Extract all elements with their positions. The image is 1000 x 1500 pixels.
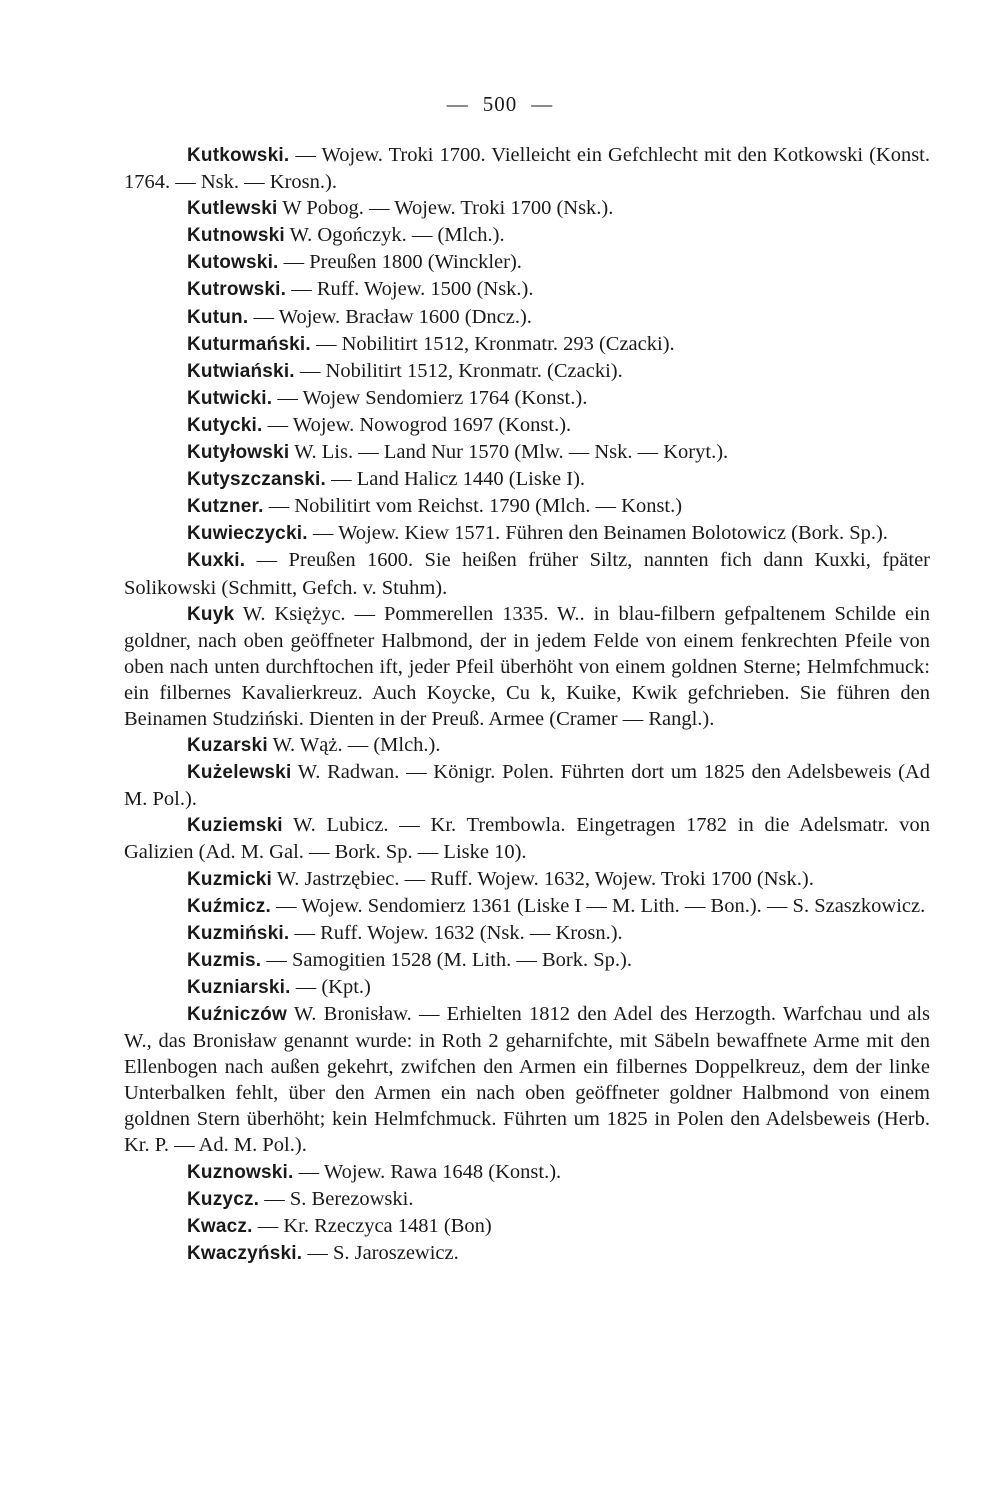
page-number [0,92,1000,117]
entry-text: — Land Halicz 1440 (Liske I). [326,468,586,491]
dictionary-entry [124,195,930,222]
entry-headword: Kwacz. [187,1215,253,1237]
dictionary-entry [124,866,930,893]
entry-headword: Kutwiański. [187,360,295,382]
entry-text: — Wojew. Rawa 1648 (Konst.). [293,1160,562,1183]
entry-text: — Wojew. Bracław 1600 (Dncz.). [248,305,532,328]
entry-headword: Kuzmiński. [187,922,290,944]
dictionary-entry [124,304,930,331]
dictionary-entry [124,385,930,412]
dictionary-entry [124,547,930,600]
dictionary-entry [124,276,930,303]
dictionary-entry [124,974,930,1001]
entry-text: W. Bronisław. — Erhielten 1812 den Adel des Herzogth. Warfchau und als W., das Bronisław genannt wurde: in Roth 2 geharnifchte, mit Säbeln bewaffnete Arme mit den Ellenbogen nach außen gekehrt, zwifchen den Armen ein filbernes Doppelkreuz, dem der linke Unterbalken fehlt, über den Armen ein nach oben geöffneter goldner Halbmond von einem goldnen Stern überhöht; kein Helmfchmuck. Führten um 1825 in Polen den Adelsbeweis (Herb. Kr. P. — Ad. M. Pol.). [124,1003,930,1157]
dictionary-entry [124,331,930,358]
entry-text: — S. Jaroszewicz. [302,1241,459,1264]
dictionary-entry [124,249,930,276]
entry-headword: Kuzniarski. [187,976,291,998]
entry-text: W Pobog. — Wojew. Troki 1700 (Nsk.). [277,197,614,220]
entry-headword: Kuzycz. [187,1188,260,1210]
entry-text: — Nobilitirt 1512, Kronmatr. (Czacki). [294,359,623,382]
entry-list [124,142,930,1267]
entry-headword: Kutycki. [187,414,263,436]
dictionary-entry [124,601,930,732]
dictionary-entry [124,439,930,466]
dictionary-entry [124,1213,930,1240]
entry-headword: Kuzmis. [187,949,262,971]
dictionary-entry [124,759,930,812]
entry-text: — Nobilitirt 1512, Kronmatr. 293 (Czacki). [310,332,675,355]
dictionary-entry [124,493,930,520]
entry-headword: Kuźniczów [187,1004,287,1025]
entry-text: W. Wąż. — (Mlch.). [267,734,441,757]
entry-text: — Ruff. Wojew. 1500 (Nsk.). [286,278,534,301]
dictionary-entry [124,466,930,493]
dictionary-entry [124,412,930,439]
entry-text: W. Lubicz. — Kr. Trembowla. Eingetragen 1782 in die Adelsmatr. von Galizien (Ad. M. Gal. — Bork. Sp. — Liske 10). [124,814,930,864]
entry-headword: Kuzmicki [187,868,273,890]
entry-text: — Samogitien 1528 (M. Lith. — Bork. Sp.). [261,948,632,971]
entry-headword: Kwaczyński. [187,1242,303,1264]
dictionary-entry [124,222,930,249]
dictionary-entry [124,142,930,195]
entry-headword: Kutwicki. [187,387,273,409]
entry-headword: Kuxki. [187,550,246,572]
entry-text: — Wojew Sendomierz 1764 (Konst.). [272,386,588,409]
entry-headword: Kutyszczanski. [187,469,327,491]
entry-headword: Kutkowski. [187,145,290,166]
entry-text: — S. Berezowski. [259,1187,414,1210]
entry-headword: Kużelewski [187,762,292,784]
dictionary-entry [124,520,930,547]
dictionary-entry [124,358,930,385]
entry-text: — Wojew. Kiew 1571. Führen den Beinamen Bolotowicz (Bork. Sp.). [307,522,888,545]
entry-text: W. Ogończyk. — (Mlch.). [284,224,505,247]
dictionary-entry [124,893,930,920]
entry-text: W. Księżyc. — Pommerellen 1335. W.. in blau-filbern gefpaltenem Schilde ein goldner, nach oben geöffneter Halbmond, der in jedem Felde von einem fenkrechten Pfeile von oben nach unten durchftochen ift, jeder Pfeil überhöht von einem goldnen Sterne; Helmfchmuck: ein filbernes Kavalierkreuz. Auch Koycke, Cu k, Kuike, Kwik gefchrieben. Sie führen den Beinamen Studziński. Dienten in der Preuß. Armee (Cramer — Rangl.). [124,602,930,730]
entry-headword: Kutyłowski [187,442,290,464]
entry-text: — (Kpt.) [290,975,371,998]
dictionary-entry [124,1001,930,1159]
page-number-dash-right: — [531,92,554,116]
dictionary-entry [124,1240,930,1267]
dictionary-entry [124,812,930,865]
page-number-dash-left: — [446,92,469,116]
entry-headword: Kutun. [187,306,249,328]
entry-headword: Kuwieczycki. [187,523,308,545]
entry-headword: Kutrowski. [187,279,287,301]
entry-headword: Kutowski. [187,252,279,274]
entry-headword: Kuźmicz. [187,895,271,917]
dictionary-entry [124,1186,930,1213]
entry-text: W. Lis. — Land Nur 1570 (Mlw. — Nsk. — Koryt.). [289,441,729,464]
entry-headword: Kutnowski [187,225,285,247]
page-number-value: 500 [482,92,518,116]
dictionary-entry [124,1159,930,1186]
entry-text: — Preußen 1600. Sie heißen früher Siltz, nannten fich dann Kuxki, fpäter Solikowski (Schmitt, Gefch. v. Stuhm). [124,549,930,599]
entry-headword: Kuznowski. [187,1161,294,1183]
entry-headword: Kuturmański. [187,333,311,355]
entry-headword: Kutzner. [187,496,264,518]
dictionary-entry [124,920,930,947]
entry-headword: Kutlewski [187,198,278,220]
entry-text: — Nobilitirt vom Reichst. 1790 (Mlch. — Konst.) [263,495,683,518]
dictionary-entry [124,732,930,759]
entry-headword: Kuyk [187,603,235,625]
entry-text: — Wojew. Sendomierz 1361 (Liske I — M. Lith. — Bon.). — S. Szaszkowicz. [270,894,926,917]
entry-text: W. Jastrzębiec. — Ruff. Wojew. 1632, Wojew. Troki 1700 (Nsk.). [272,867,814,890]
dictionary-entry [124,947,930,974]
entry-text: W. Radwan. — Königr. Polen. Führten dort um 1825 den Adelsbeweis (Ad M. Pol.). [124,761,930,811]
entry-text: — Kr. Rzeczyca 1481 (Bon) [252,1214,492,1237]
entry-headword: Kuziemski [187,815,283,837]
entry-text: — Preußen 1800 (Winckler). [278,251,522,274]
entry-text: — Ruff. Wojew. 1632 (Nsk. — Krosn.). [289,921,623,944]
entry-text: — Wojew. Nowogrod 1697 (Konst.). [262,413,572,436]
entry-text: — Wojew. Troki 1700. Vielleicht ein Gefchlecht mit den Kotkowski (Konst. 1764. — Nsk. — Krosn.). [124,144,930,194]
entry-headword: Kuzarski [187,735,268,757]
